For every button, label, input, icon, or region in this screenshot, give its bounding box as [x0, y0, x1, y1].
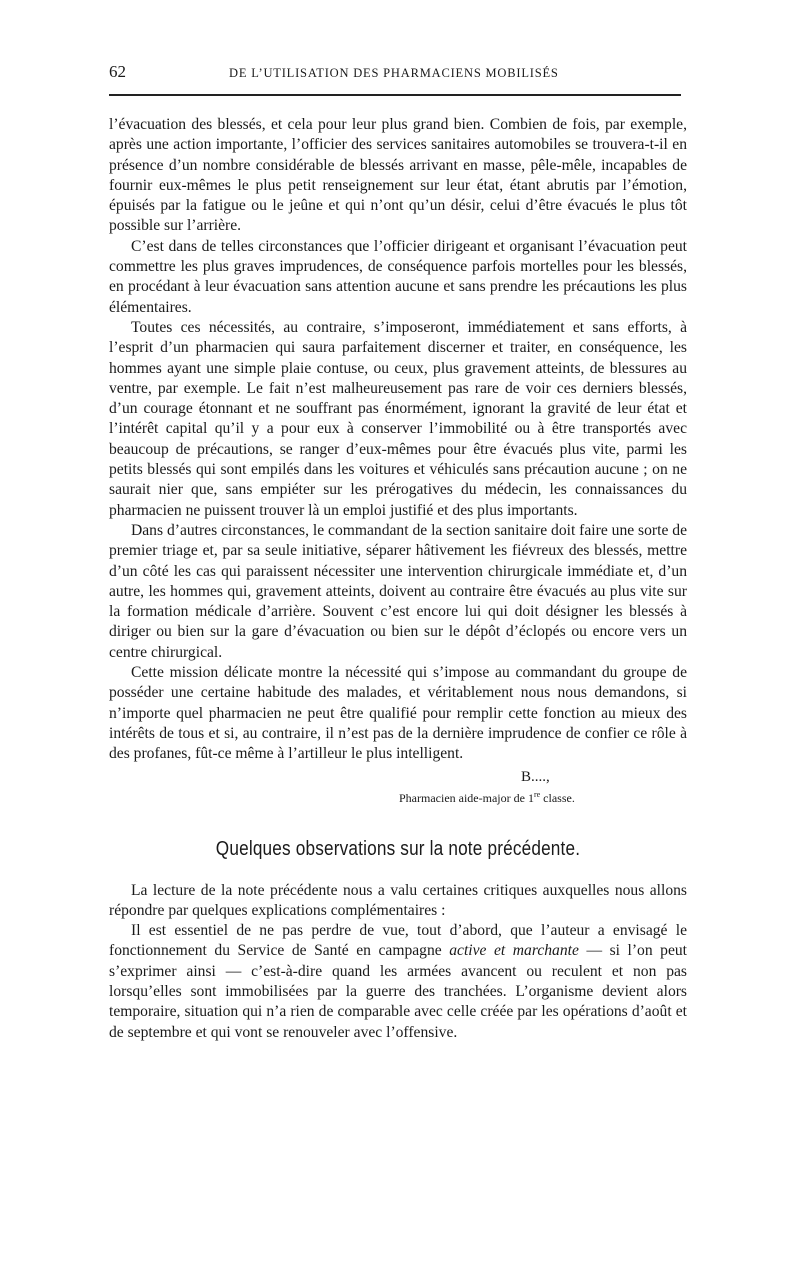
paragraph-text-continued: — si l’on peut s’exprimer ainsi — c’est-à-dire quand les armées avancent ou reculent et non pas lorsqu’elles sont immobilisées par la guerre des tranchées. L’organisme devient alors temporaire, situation qui n’a rien de comparable avec celle créée par les opérations d’août et de septembre et qui vont se renouveler avec l’offensive. — [109, 942, 687, 1041]
paragraph: Dans d’autres circonstances, le commandant de la section sanitaire doit faire une sorte de premier triage et, par sa seule initiative, séparer hâtivement les fiévreux des blessés, mettre d’un côté les cas qui paraissent nécessiter une intervention chirurgicale immédiate et, d’un autre, les hommes qui, gravement atteints, doivent au contraire être évacués au plus vite sur la formation médicale d’arrière. Souvent c’est encore lui qui doit désigner les blessés à diriger ou bien sur la gare d’évacuation ou bien sur le dépôt d’éclopés ou encore vers un centre chirurgical. — [109, 521, 687, 661]
paragraph: La lecture de la note précédente nous a valu certaines critiques auxquelles nous allons répondre par quelques explications complémentaires : — [109, 881, 687, 919]
paragraph-text: Il est essentiel de ne pas perdre de vue, tout d’abord, que l’auteur a envisagé le fonctionnement du Service de Santé en campagne — [109, 922, 687, 960]
paragraph: C’est dans de telles circonstances que l’officier dirigeant et organisant l’évacuation peut commettre les plus graves imprudences, de conséquence parfois mortelles pour les blessés, en procédant à leur évacuation sans attention aucune et sans prendre les précautions les plus élémentaires. — [109, 237, 687, 316]
section-body — [109, 881, 687, 1043]
signature-role — [109, 787, 687, 806]
paragraph: Toutes ces nécessités, au contraire, s’imposeront, immédiatement et sans efforts, à l’esprit d’un pharmacien qui saura parfaitement discerner et traiter, en conséquence, les hommes ayant une simple plaie contuse, ou ceux, plus gravement atteints, de blessures au ventre, par exemple. Le fait n’est malheureusement pas rare de voir ces derniers blessés, d’un courage étonnant et ne souffrant pas énormément, ignorant la gravité de leur état et l’intérêt capital qu’il y a pour eux à conserver l’immobilité ou à être transportés avec beaucoup de précautions, se ranger d’eux-mêmes pour être évacués plus vite, parmi les petits blessés qui sont empilés dans les voitures et véhiculés sans précaution aucune ; on ne saurait nier que, sans empiéter sur les prérogatives du médecin, les connaissances du pharmacien ne puissent trouver là un emploi justifié et des plus importants. — [109, 318, 687, 519]
signature-role-text: Pharmacien aide-major de 1 — [399, 790, 534, 805]
running-header — [109, 58, 687, 88]
section-heading: Quelques observations sur la note précédente. — [215, 837, 581, 860]
article-body — [109, 115, 687, 765]
running-title: DE L’UTILISATION DES PHARMACIENS MOBILISÉS — [229, 66, 559, 80]
page-number: 62 — [109, 62, 126, 81]
signature-role-superscript: re — [533, 789, 541, 799]
paragraph: l’évacuation des blessés, et cela pour leur plus grand bien. Combien de fois, par exemple, après une action importante, l’officier des services sanitaires automobiles se trouvera-t-il en présence d’un nombre considérable de blessés arrivant en masse, pêle-mêle, incapables de fournir eux-mêmes le plus petit renseignement sur leur état, étant abrutis par l’émotion, épuisés par la fatigue ou le jeûne et qui n’ont qu’un désir, celui d’être évacués le plus tôt possible sur l’arrière. — [109, 116, 687, 235]
paragraph — [109, 921, 687, 1043]
header-rule — [109, 94, 681, 96]
document-page — [109, 58, 687, 1043]
signature: B...., — [521, 768, 550, 785]
signature-role-suffix: classe. — [540, 790, 575, 805]
italic-phrase: active et marchante — [449, 942, 579, 960]
paragraph: Cette mission délicate montre la nécessité qui s’impose au commandant du groupe de posséder une certaine habitude des malades, et véritablement nous nous demandons, si n’importe quel pharmacien ne peut être qualifié pour remplir cette fonction au mieux des intérêts de tous et si, au contraire, il n’est pas de la dernière imprudence de confier ce rôle à des profanes, fût-ce même à l’artilleur le plus intelligent. — [109, 664, 687, 763]
